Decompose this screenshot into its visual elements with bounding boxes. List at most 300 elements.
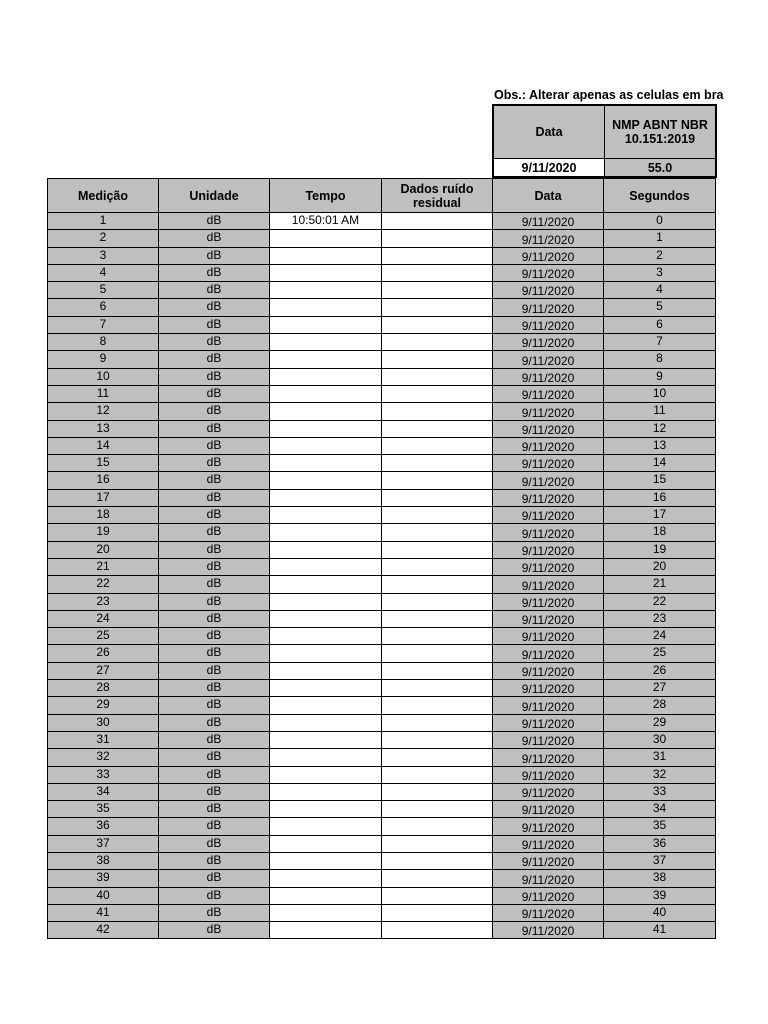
medicao-cell: 1 xyxy=(48,213,159,230)
data-cell: 9/11/2020 xyxy=(493,213,604,230)
table-body xyxy=(48,213,716,939)
data-cell: 9/11/2020 xyxy=(493,714,604,731)
summary-date-header: Data xyxy=(494,106,605,159)
segundos-cell: 38 xyxy=(604,870,716,887)
medicao-cell: 10 xyxy=(48,368,159,385)
tempo-cell[interactable] xyxy=(270,852,382,869)
unidade-cell: dB xyxy=(159,645,270,662)
table-row xyxy=(48,230,716,247)
segundos-cell: 4 xyxy=(604,282,716,299)
table-row xyxy=(48,489,716,506)
data-cell: 9/11/2020 xyxy=(493,731,604,748)
tempo-cell[interactable] xyxy=(270,731,382,748)
table-row xyxy=(48,437,716,454)
tempo-cell[interactable] xyxy=(270,299,382,316)
summary-nmp-header: NMP ABNT NBR 10.151:2019 xyxy=(605,106,715,159)
unidade-cell: dB xyxy=(159,316,270,333)
unidade-cell: dB xyxy=(159,247,270,264)
unidade-cell: dB xyxy=(159,593,270,610)
medicao-cell: 31 xyxy=(48,731,159,748)
table-row xyxy=(48,316,716,333)
medicao-cell: 5 xyxy=(48,282,159,299)
tempo-cell[interactable] xyxy=(270,507,382,524)
summary-box xyxy=(492,104,717,178)
tempo-cell[interactable] xyxy=(270,403,382,420)
tempo-cell[interactable] xyxy=(270,680,382,697)
table-row xyxy=(48,870,716,887)
ruido-residual-cell[interactable] xyxy=(382,697,493,714)
segundos-cell: 39 xyxy=(604,887,716,904)
medicao-cell: 18 xyxy=(48,507,159,524)
data-cell: 9/11/2020 xyxy=(493,403,604,420)
tempo-cell[interactable] xyxy=(270,766,382,783)
data-cell: 9/11/2020 xyxy=(493,472,604,489)
tempo-cell[interactable] xyxy=(270,541,382,558)
ruido-residual-cell[interactable] xyxy=(382,852,493,869)
tempo-cell[interactable] xyxy=(270,783,382,800)
unidade-cell: dB xyxy=(159,230,270,247)
table-row xyxy=(48,385,716,402)
table-row xyxy=(48,541,716,558)
medicao-cell: 12 xyxy=(48,403,159,420)
table-row xyxy=(48,247,716,264)
data-cell: 9/11/2020 xyxy=(493,887,604,904)
segundos-cell: 15 xyxy=(604,472,716,489)
table-row xyxy=(48,576,716,593)
table-row xyxy=(48,628,716,645)
segundos-cell: 2 xyxy=(604,247,716,264)
data-cell: 9/11/2020 xyxy=(493,282,604,299)
segundos-cell: 12 xyxy=(604,420,716,437)
tempo-cell[interactable] xyxy=(270,455,382,472)
ruido-residual-cell[interactable] xyxy=(382,472,493,489)
unidade-cell: dB xyxy=(159,904,270,921)
unidade-cell: dB xyxy=(159,766,270,783)
tempo-cell[interactable] xyxy=(270,351,382,368)
unidade-cell: dB xyxy=(159,213,270,230)
table-row xyxy=(48,403,716,420)
unidade-cell: dB xyxy=(159,801,270,818)
segundos-cell: 8 xyxy=(604,351,716,368)
medicao-cell: 7 xyxy=(48,316,159,333)
data-cell: 9/11/2020 xyxy=(493,680,604,697)
unidade-cell: dB xyxy=(159,420,270,437)
unidade-cell: dB xyxy=(159,662,270,679)
medicao-cell: 36 xyxy=(48,818,159,835)
medicao-cell: 6 xyxy=(48,299,159,316)
medicao-cell: 22 xyxy=(48,576,159,593)
ruido-residual-cell[interactable] xyxy=(382,904,493,921)
ruido-residual-cell[interactable] xyxy=(382,835,493,852)
unidade-cell: dB xyxy=(159,541,270,558)
ruido-residual-cell[interactable] xyxy=(382,749,493,766)
segundos-cell: 9 xyxy=(604,368,716,385)
segundos-cell: 26 xyxy=(604,662,716,679)
segundos-cell: 7 xyxy=(604,334,716,351)
summary-date-value[interactable]: 9/11/2020 xyxy=(494,159,605,176)
tempo-cell[interactable] xyxy=(270,662,382,679)
tempo-cell[interactable] xyxy=(270,558,382,575)
segundos-cell: 21 xyxy=(604,576,716,593)
segundos-cell: 35 xyxy=(604,818,716,835)
ruido-residual-cell[interactable] xyxy=(382,593,493,610)
unidade-cell: dB xyxy=(159,576,270,593)
table-row xyxy=(48,835,716,852)
table-row xyxy=(48,852,716,869)
data-cell: 9/11/2020 xyxy=(493,835,604,852)
medicao-cell: 2 xyxy=(48,230,159,247)
tempo-cell[interactable] xyxy=(270,247,382,264)
ruido-residual-cell[interactable] xyxy=(382,316,493,333)
table-row xyxy=(48,472,716,489)
medicao-cell: 14 xyxy=(48,437,159,454)
tempo-cell[interactable] xyxy=(270,368,382,385)
tempo-cell[interactable] xyxy=(270,282,382,299)
ruido-residual-cell[interactable] xyxy=(382,437,493,454)
tempo-cell[interactable] xyxy=(270,593,382,610)
data-cell: 9/11/2020 xyxy=(493,507,604,524)
data-cell: 9/11/2020 xyxy=(493,230,604,247)
ruido-residual-cell[interactable] xyxy=(382,731,493,748)
ruido-residual-cell[interactable] xyxy=(382,680,493,697)
medicao-cell: 8 xyxy=(48,334,159,351)
table-row xyxy=(48,507,716,524)
data-cell: 9/11/2020 xyxy=(493,697,604,714)
header-medicao: Medição xyxy=(48,179,159,213)
tempo-cell[interactable] xyxy=(270,697,382,714)
data-cell: 9/11/2020 xyxy=(493,334,604,351)
medicao-cell: 32 xyxy=(48,749,159,766)
unidade-cell: dB xyxy=(159,472,270,489)
segundos-cell: 31 xyxy=(604,749,716,766)
data-cell: 9/11/2020 xyxy=(493,316,604,333)
table-row xyxy=(48,645,716,662)
segundos-cell: 22 xyxy=(604,593,716,610)
header-data: Data xyxy=(493,179,604,213)
header-dados-ruido-residual: Dados ruído residual xyxy=(382,179,493,213)
ruido-residual-cell[interactable] xyxy=(382,247,493,264)
ruido-residual-cell[interactable] xyxy=(382,766,493,783)
tempo-cell[interactable] xyxy=(270,628,382,645)
medicao-cell: 21 xyxy=(48,558,159,575)
tempo-cell[interactable] xyxy=(270,870,382,887)
table-row xyxy=(48,904,716,921)
table-row xyxy=(48,680,716,697)
unidade-cell: dB xyxy=(159,714,270,731)
table-row xyxy=(48,213,716,230)
header-unidade: Unidade xyxy=(159,179,270,213)
segundos-cell: 1 xyxy=(604,230,716,247)
segundos-cell: 14 xyxy=(604,455,716,472)
tempo-cell[interactable] xyxy=(270,835,382,852)
unidade-cell: dB xyxy=(159,351,270,368)
segundos-cell: 20 xyxy=(604,558,716,575)
segundos-cell: 33 xyxy=(604,783,716,800)
ruido-residual-cell[interactable] xyxy=(382,264,493,281)
segundos-cell: 19 xyxy=(604,541,716,558)
tempo-cell[interactable] xyxy=(270,749,382,766)
table-row xyxy=(48,766,716,783)
table-row xyxy=(48,610,716,627)
table-row xyxy=(48,420,716,437)
tempo-cell[interactable] xyxy=(270,887,382,904)
unidade-cell: dB xyxy=(159,385,270,402)
medicao-cell: 30 xyxy=(48,714,159,731)
unidade-cell: dB xyxy=(159,334,270,351)
tempo-cell[interactable] xyxy=(270,264,382,281)
unidade-cell: dB xyxy=(159,524,270,541)
table-row xyxy=(48,351,716,368)
segundos-cell: 18 xyxy=(604,524,716,541)
data-cell: 9/11/2020 xyxy=(493,610,604,627)
segundos-cell: 17 xyxy=(604,507,716,524)
ruido-residual-cell[interactable] xyxy=(382,662,493,679)
segundos-cell: 0 xyxy=(604,213,716,230)
medicao-cell: 38 xyxy=(48,852,159,869)
tempo-cell[interactable] xyxy=(270,472,382,489)
unidade-cell: dB xyxy=(159,697,270,714)
measurements-table xyxy=(47,178,716,939)
ruido-residual-cell[interactable] xyxy=(382,628,493,645)
table-row xyxy=(48,264,716,281)
ruido-residual-cell[interactable] xyxy=(382,455,493,472)
ruido-residual-cell[interactable] xyxy=(382,420,493,437)
segundos-cell: 30 xyxy=(604,731,716,748)
medicao-cell: 35 xyxy=(48,801,159,818)
segundos-cell: 11 xyxy=(604,403,716,420)
data-cell: 9/11/2020 xyxy=(493,351,604,368)
table-row xyxy=(48,714,716,731)
unidade-cell: dB xyxy=(159,922,270,939)
medicao-cell: 20 xyxy=(48,541,159,558)
medicao-cell: 15 xyxy=(48,455,159,472)
medicao-cell: 25 xyxy=(48,628,159,645)
ruido-residual-cell[interactable] xyxy=(382,351,493,368)
data-cell: 9/11/2020 xyxy=(493,541,604,558)
data-cell: 9/11/2020 xyxy=(493,801,604,818)
medicao-cell: 19 xyxy=(48,524,159,541)
medicao-cell: 17 xyxy=(48,489,159,506)
data-cell: 9/11/2020 xyxy=(493,593,604,610)
segundos-cell: 41 xyxy=(604,922,716,939)
medicao-cell: 28 xyxy=(48,680,159,697)
unidade-cell: dB xyxy=(159,264,270,281)
tempo-cell[interactable] xyxy=(270,385,382,402)
medicao-cell: 33 xyxy=(48,766,159,783)
unidade-cell: dB xyxy=(159,818,270,835)
ruido-residual-cell[interactable] xyxy=(382,299,493,316)
segundos-cell: 29 xyxy=(604,714,716,731)
segundos-cell: 3 xyxy=(604,264,716,281)
ruido-residual-cell[interactable] xyxy=(382,818,493,835)
table-row xyxy=(48,731,716,748)
header-tempo: Tempo xyxy=(270,179,382,213)
segundos-cell: 23 xyxy=(604,610,716,627)
segundos-cell: 37 xyxy=(604,852,716,869)
unidade-cell: dB xyxy=(159,783,270,800)
tempo-cell[interactable] xyxy=(270,437,382,454)
unidade-cell: dB xyxy=(159,628,270,645)
unidade-cell: dB xyxy=(159,749,270,766)
table-row xyxy=(48,368,716,385)
data-cell: 9/11/2020 xyxy=(493,420,604,437)
medicao-cell: 29 xyxy=(48,697,159,714)
data-cell: 9/11/2020 xyxy=(493,524,604,541)
tempo-cell[interactable] xyxy=(270,610,382,627)
ruido-residual-cell[interactable] xyxy=(382,403,493,420)
data-cell: 9/11/2020 xyxy=(493,576,604,593)
tempo-cell[interactable] xyxy=(270,922,382,939)
table-row xyxy=(48,783,716,800)
table-row xyxy=(48,887,716,904)
unidade-cell: dB xyxy=(159,852,270,869)
unidade-cell: dB xyxy=(159,403,270,420)
medicao-cell: 23 xyxy=(48,593,159,610)
tempo-cell[interactable] xyxy=(270,316,382,333)
data-cell: 9/11/2020 xyxy=(493,870,604,887)
ruido-residual-cell[interactable] xyxy=(382,507,493,524)
data-cell: 9/11/2020 xyxy=(493,247,604,264)
data-cell: 9/11/2020 xyxy=(493,783,604,800)
data-cell: 9/11/2020 xyxy=(493,645,604,662)
data-cell: 9/11/2020 xyxy=(493,437,604,454)
ruido-residual-cell[interactable] xyxy=(382,610,493,627)
tempo-cell[interactable] xyxy=(270,334,382,351)
table-row xyxy=(48,749,716,766)
ruido-residual-cell[interactable] xyxy=(382,524,493,541)
ruido-residual-cell[interactable] xyxy=(382,870,493,887)
medicao-cell: 41 xyxy=(48,904,159,921)
table-row xyxy=(48,922,716,939)
table-row xyxy=(48,593,716,610)
segundos-cell: 27 xyxy=(604,680,716,697)
ruido-residual-cell[interactable] xyxy=(382,282,493,299)
ruido-residual-cell[interactable] xyxy=(382,645,493,662)
table-row xyxy=(48,282,716,299)
ruido-residual-cell[interactable] xyxy=(382,714,493,731)
segundos-cell: 36 xyxy=(604,835,716,852)
ruido-residual-cell[interactable] xyxy=(382,887,493,904)
tempo-cell[interactable] xyxy=(270,576,382,593)
medicao-cell: 24 xyxy=(48,610,159,627)
ruido-residual-cell[interactable] xyxy=(382,213,493,230)
unidade-cell: dB xyxy=(159,870,270,887)
unidade-cell: dB xyxy=(159,282,270,299)
medicao-cell: 27 xyxy=(48,662,159,679)
segundos-cell: 16 xyxy=(604,489,716,506)
data-cell: 9/11/2020 xyxy=(493,662,604,679)
data-cell: 9/11/2020 xyxy=(493,766,604,783)
ruido-residual-cell[interactable] xyxy=(382,576,493,593)
table-row xyxy=(48,299,716,316)
data-cell: 9/11/2020 xyxy=(493,455,604,472)
ruido-residual-cell[interactable] xyxy=(382,368,493,385)
segundos-cell: 5 xyxy=(604,299,716,316)
tempo-cell[interactable] xyxy=(270,524,382,541)
table-row xyxy=(48,524,716,541)
unidade-cell: dB xyxy=(159,455,270,472)
table-header-row xyxy=(48,179,716,213)
medicao-cell: 26 xyxy=(48,645,159,662)
data-cell: 9/11/2020 xyxy=(493,558,604,575)
unidade-cell: dB xyxy=(159,558,270,575)
tempo-cell[interactable] xyxy=(270,420,382,437)
data-cell: 9/11/2020 xyxy=(493,368,604,385)
data-cell: 9/11/2020 xyxy=(493,264,604,281)
table-row xyxy=(48,697,716,714)
unidade-cell: dB xyxy=(159,887,270,904)
unidade-cell: dB xyxy=(159,610,270,627)
tempo-cell[interactable]: 10:50:01 AM xyxy=(270,213,382,230)
medicao-cell: 13 xyxy=(48,420,159,437)
ruido-residual-cell[interactable] xyxy=(382,385,493,402)
segundos-cell: 28 xyxy=(604,697,716,714)
medicao-cell: 42 xyxy=(48,922,159,939)
segundos-cell: 25 xyxy=(604,645,716,662)
segundos-cell: 10 xyxy=(604,385,716,402)
tempo-cell[interactable] xyxy=(270,801,382,818)
unidade-cell: dB xyxy=(159,680,270,697)
ruido-residual-cell[interactable] xyxy=(382,558,493,575)
data-cell: 9/11/2020 xyxy=(493,818,604,835)
data-cell: 9/11/2020 xyxy=(493,922,604,939)
note-text: Obs.: Alterar apenas as celulas em bra xyxy=(494,88,724,102)
unidade-cell: dB xyxy=(159,299,270,316)
unidade-cell: dB xyxy=(159,507,270,524)
segundos-cell: 32 xyxy=(604,766,716,783)
data-cell: 9/11/2020 xyxy=(493,852,604,869)
ruido-residual-cell[interactable] xyxy=(382,801,493,818)
unidade-cell: dB xyxy=(159,489,270,506)
unidade-cell: dB xyxy=(159,731,270,748)
data-cell: 9/11/2020 xyxy=(493,628,604,645)
segundos-cell: 24 xyxy=(604,628,716,645)
segundos-cell: 13 xyxy=(604,437,716,454)
tempo-cell[interactable] xyxy=(270,489,382,506)
tempo-cell[interactable] xyxy=(270,904,382,921)
ruido-residual-cell[interactable] xyxy=(382,230,493,247)
data-cell: 9/11/2020 xyxy=(493,489,604,506)
ruido-residual-cell[interactable] xyxy=(382,783,493,800)
data-cell: 9/11/2020 xyxy=(493,299,604,316)
tempo-cell[interactable] xyxy=(270,714,382,731)
summary-nmp-value: 55.0 xyxy=(605,159,715,176)
ruido-residual-cell[interactable] xyxy=(382,922,493,939)
ruido-residual-cell[interactable] xyxy=(382,334,493,351)
unidade-cell: dB xyxy=(159,835,270,852)
segundos-cell: 6 xyxy=(604,316,716,333)
data-cell: 9/11/2020 xyxy=(493,385,604,402)
medicao-cell: 9 xyxy=(48,351,159,368)
unidade-cell: dB xyxy=(159,437,270,454)
table-row xyxy=(48,455,716,472)
medicao-cell: 37 xyxy=(48,835,159,852)
medicao-cell: 11 xyxy=(48,385,159,402)
table-row xyxy=(48,558,716,575)
medicao-cell: 34 xyxy=(48,783,159,800)
medicao-cell: 40 xyxy=(48,887,159,904)
ruido-residual-cell[interactable] xyxy=(382,489,493,506)
data-cell: 9/11/2020 xyxy=(493,749,604,766)
tempo-cell[interactable] xyxy=(270,645,382,662)
medicao-cell: 3 xyxy=(48,247,159,264)
medicao-cell: 4 xyxy=(48,264,159,281)
header-segundos: Segundos xyxy=(604,179,716,213)
tempo-cell[interactable] xyxy=(270,818,382,835)
tempo-cell[interactable] xyxy=(270,230,382,247)
segundos-cell: 34 xyxy=(604,801,716,818)
ruido-residual-cell[interactable] xyxy=(382,541,493,558)
